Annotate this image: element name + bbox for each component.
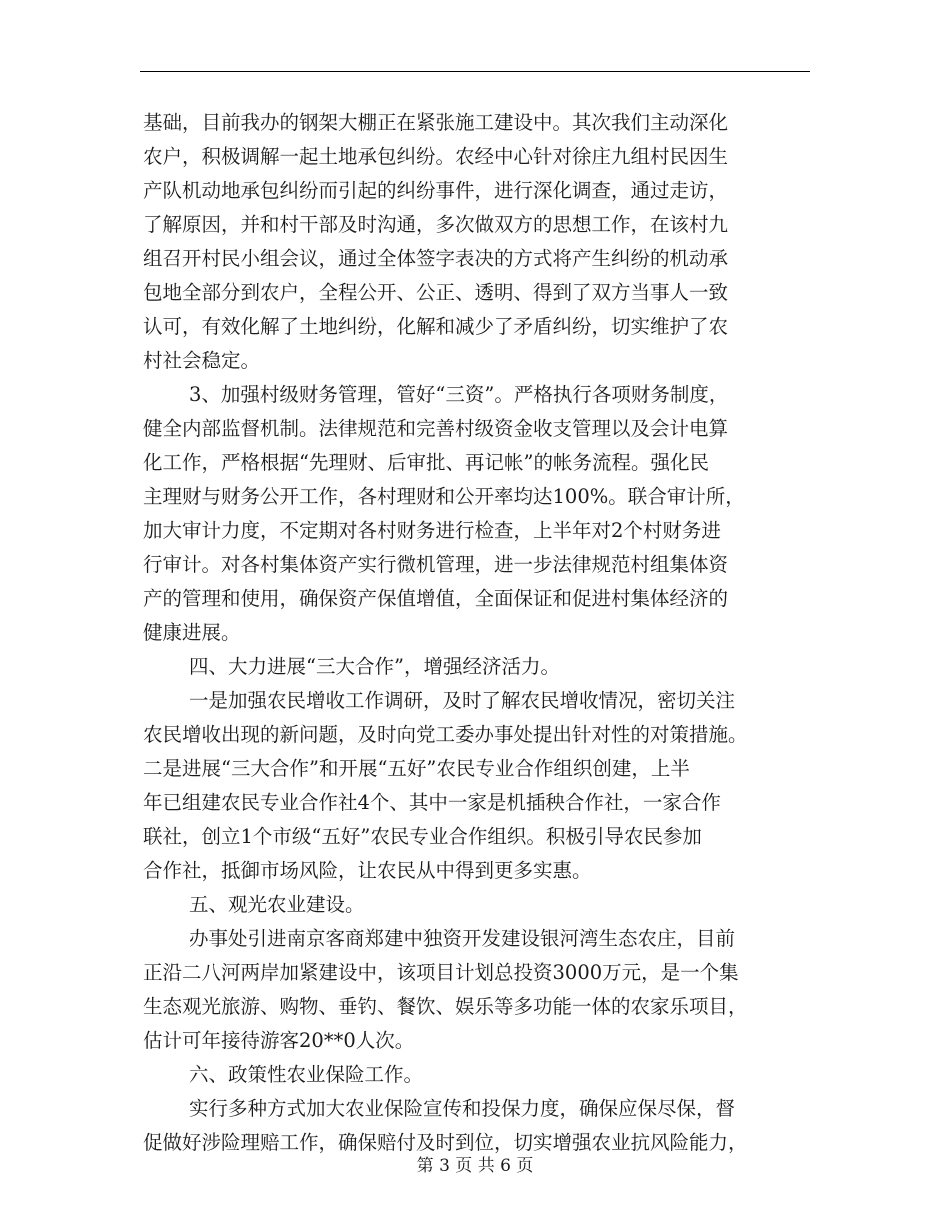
- text-line: 主理财与财务公开工作，各村理财和公开率均达100%。联合审计所，: [143, 485, 745, 508]
- text-line: 促做好涉险理赔工作，确保赔付及时到位，切实增强农业抗风险能力，: [143, 1131, 748, 1154]
- section-heading: 四、大力进展“三大合作”，增强经济活力。: [189, 655, 560, 678]
- text-line: 产队机动地承包纠纷而引起的纠纷事件，进行深化调查，通过走访，: [143, 179, 729, 202]
- paragraph-start: 实行多种方式加大农业保险宣传和投保力度，确保应保尽保，督: [189, 1097, 736, 1120]
- text-line: 生态观光旅游、购物、垂钓、餐饮、娱乐等多功能一体的农家乐项目，: [143, 995, 748, 1018]
- text-line: 组召开村民小组会议，通过全体签字表决的方式将产生纠纷的机动承: [143, 247, 729, 270]
- paragraph-start: 办事处引进南京客商郑建中独资开发建设银河湾生态农庄，目前: [189, 927, 736, 950]
- text-line: 农民增收出现的新问题，及时向党工委办事处提出针对性的对策措施。: [143, 723, 748, 746]
- text-line: 了解原因，并和村干部及时沟通，多次做双方的思想工作，在该村九: [143, 213, 729, 236]
- text-line: 包地全部分到农户，全程公开、公正、透明、得到了双方当事人一致: [143, 281, 729, 304]
- header-rule: [140, 71, 810, 72]
- text-line: 认可，有效化解了土地纠纷，化解和减少了矛盾纠纷，切实维护了农: [143, 315, 729, 338]
- text-line: 基础，目前我办的钢架大棚正在紧张施工建设中。其次我们主动深化: [143, 111, 729, 134]
- section-heading: 六、政策性农业保险工作。: [189, 1063, 424, 1086]
- document-body: [143, 106, 813, 1160]
- section-heading: 五、观光农业建设。: [189, 893, 365, 916]
- page-number-footer: 第 3 页 共 6 页: [416, 1156, 534, 1176]
- text-line: 二是进展“三大合作”和开展“五好”农民专业合作组织创建，上半: [143, 757, 690, 780]
- text-line: 化工作，严格根据“先理财、后审批、再记帐”的帐务流程。强化民: [143, 451, 709, 474]
- text-line: 行审计。对各村集体资产实行微机管理，进一步法律规范村组集体资: [143, 553, 729, 576]
- text-line: 合作社，抵御市场风险，让农民从中得到更多实惠。: [143, 859, 592, 882]
- text-line: 健全内部监督机制。法律规范和完善村级资金收支管理以及会计电算: [143, 417, 729, 440]
- text-line: 农户，积极调解一起土地承包纠纷。农经中心针对徐庄九组村民因生: [143, 145, 729, 168]
- text-line: 估计可年接待游客20**0人次。: [143, 1029, 415, 1052]
- text-line: 加大审计力度，不定期对各村财务进行检查，上半年对2个村财务进: [143, 519, 721, 542]
- paragraph-start: 一是加强农民增收工作调研，及时了解农民增收情况，密切关注: [189, 689, 736, 712]
- text-line: 村社会稳定。: [143, 349, 261, 372]
- text-line: 年已组建农民专业合作社4个、其中一家是机插秧合作社，一家合作: [143, 791, 721, 814]
- text-line: 产的管理和使用，确保资产保值增值，全面保证和促进村集体经济的: [143, 587, 729, 610]
- paragraph-start: 3、加强村级财务管理，管好“三资”。严格执行各项财务制度，: [189, 383, 729, 406]
- text-line: 联社，创立1个市级“五好”农民专业合作组织。积极引导农民参加: [143, 825, 702, 848]
- text-line: 健康进展。: [143, 621, 241, 644]
- text-line: 正沿二八河两岸加紧建设中，该项目计划总投资3000万元，是一个集: [143, 961, 739, 984]
